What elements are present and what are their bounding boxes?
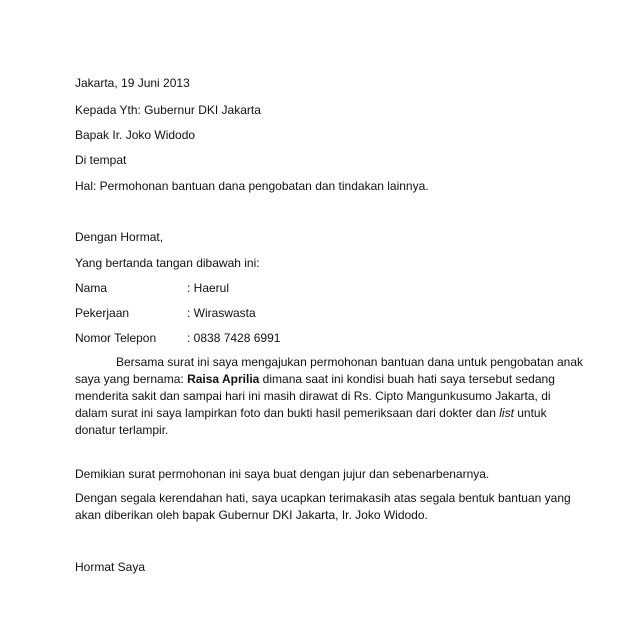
field-row-phone [75, 331, 280, 345]
intro-text: Yang bertanda tangan dibawah ini: [75, 256, 260, 270]
field-row-name [75, 281, 229, 295]
italic-word: list [499, 406, 514, 420]
field-row-occupation [75, 306, 256, 320]
thanks-paragraph [75, 490, 575, 524]
body-text: saya yang bernama: [75, 372, 188, 386]
body-line: menderita sakit dan sampai hari ini masih dirawat di Rs. Cipto Mangunkusumo Jakarta, di [75, 389, 551, 403]
body-line: Bersama surat ini saya mengajukan permohonan bantuan dana untuk pengobatan anak [116, 355, 583, 369]
place-date: Jakarta, 19 Juni 2013 [75, 76, 190, 90]
letter-subject: Hal: Permohonan bantuan dana pengobatan dan tindakan lainnya. [75, 179, 429, 193]
body-text: untuk [513, 406, 547, 420]
body-line: donatur terlampir. [75, 423, 169, 437]
thanks-line: Dengan segala kerendahan hati, saya ucapkan terimakasih atas segala bentuk bantuan yang [75, 491, 571, 505]
recipient-name: Bapak Ir. Joko Widodo [75, 128, 196, 142]
field-label: Nama [75, 281, 108, 295]
body-line [75, 405, 575, 422]
thanks-line: akan diberikan oleh bapak Gubernur DKI Jakarta, Ir. Joko Widodo. [75, 508, 428, 522]
salutation: Dengan Hormat, [75, 230, 164, 244]
recipient-title: Kepada Yth: Gubernur DKI Jakarta [75, 103, 261, 117]
field-value: : Wiraswasta [187, 306, 256, 320]
signoff: Hormat Saya [75, 560, 146, 574]
body-paragraph [75, 354, 583, 439]
closing-statement: Demikian surat permohonan ini saya buat dengan jujur dan sebenarbenarnya. [75, 467, 490, 481]
body-text: dimana saat ini kondisi buah hati saya tersebut sedang [259, 372, 555, 386]
field-value: : 0838 7428 6991 [187, 331, 281, 345]
patient-name: Raisa Aprilia [187, 372, 260, 386]
body-text: dalam surat ini saya lampirkan foto dan bukti hasil pemeriksaan dari dokter dan [75, 406, 500, 420]
field-label: Pekerjaan [75, 306, 130, 320]
field-label: Nomor Telepon [75, 331, 157, 345]
body-line [75, 371, 575, 388]
field-value: : Haerul [187, 281, 230, 295]
recipient-location: Di tempat [75, 153, 127, 167]
